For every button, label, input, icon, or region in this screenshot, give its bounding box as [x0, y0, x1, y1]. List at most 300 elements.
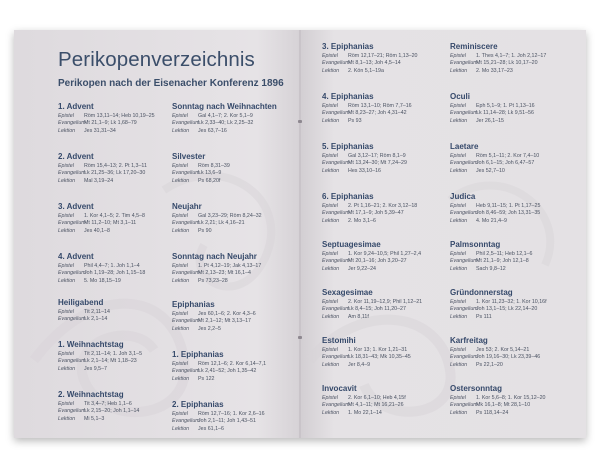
reading-reference: Jes 31,31–34: [84, 127, 116, 134]
reading-label: Lektion: [172, 375, 190, 382]
reading-row: [322, 168, 454, 175]
reading-reference: Mt 8,1–13; Joh 4,5–14: [348, 60, 401, 67]
reading-row: [172, 361, 300, 368]
pericope-entry: [450, 240, 582, 273]
reading-reference: Lk 21,25–36; Lk 17,20–30: [84, 170, 146, 177]
reading-reference: 1. Kor 11,23–32; 1. Kor 10,16f: [476, 299, 547, 305]
reading-label: Epistel: [450, 203, 466, 209]
reading-label: Evangelium: [322, 354, 350, 361]
reading-label: Epistel: [58, 113, 74, 119]
pericope-entry: [58, 298, 190, 324]
reading-row: [322, 68, 454, 75]
reading-label: Evangelium: [172, 270, 200, 277]
reading-reference: Lk 2,1–14: [84, 316, 108, 323]
reading-reference: Joh 1,19–28; Joh 1,15–18: [84, 270, 146, 277]
reading-reference: Tit 3,4–7; Heb 1,1–6: [84, 401, 132, 407]
pericope-entry: [322, 142, 454, 175]
reading-row: [322, 53, 454, 60]
reading-reference: Hes 33,10–16: [348, 167, 381, 174]
reading-reference: Jes 63,7–16: [198, 127, 227, 134]
staple-top: [298, 120, 302, 123]
booklet: [14, 30, 586, 438]
reading-row: [450, 168, 582, 175]
reading-reference: Jes 40,1–8: [84, 227, 110, 234]
pericope-entry: [172, 152, 300, 185]
reading-row: [322, 60, 454, 67]
reading-row: [450, 153, 582, 160]
reading-label: Lektion: [322, 117, 340, 124]
reading-row: [322, 251, 454, 258]
pericope-entry: [172, 102, 300, 135]
booklet-spine: [299, 30, 301, 438]
reading-label: Evangelium: [172, 418, 200, 425]
reading-row: [322, 347, 454, 354]
sunday-heading: 1. Epiphanias: [172, 350, 224, 359]
pericope-entry: [58, 152, 190, 185]
reading-row: [172, 418, 300, 425]
page-title: Perikopenverzeichnis: [58, 48, 255, 71]
reading-label: Lektion: [58, 277, 76, 284]
reading-reference: Röm 8,31–39: [198, 163, 230, 169]
reading-label: Evangelium: [322, 258, 350, 265]
sunday-heading: Silvester: [172, 152, 206, 161]
reading-row: [322, 306, 454, 313]
reading-label: Evangelium: [450, 354, 478, 361]
sunday-heading: 3. Advent: [58, 202, 94, 211]
reading-reference: 2. Mo 33,17–23: [476, 67, 513, 74]
reading-label: Lektion: [322, 67, 340, 74]
reading-reference: Joh 6,1–15; Joh 6,47–57: [476, 160, 535, 167]
reading-reference: Eph 5,1–9; 1. Pt 1,13–16: [476, 103, 535, 109]
reading-label: Evangelium: [322, 402, 350, 409]
reading-reference: Ps 73,23–28: [198, 277, 228, 284]
reading-reference: Lk 8,4–15; Joh 11,20–27: [348, 306, 406, 313]
reading-row: [172, 270, 300, 277]
sunday-heading: Gründonnerstag: [450, 288, 513, 297]
reading-label: Epistel: [172, 361, 188, 367]
reading-reference: Lk 2,1–14; Mt 1,18–23: [84, 358, 137, 365]
reading-reference: Jes 9,5–7: [84, 365, 107, 372]
reading-label: Evangelium: [450, 60, 478, 67]
reading-row: [450, 251, 582, 258]
reading-reference: Röm 13,11–14; Heb 10,19–25: [84, 113, 155, 119]
reading-row: [58, 228, 190, 235]
reading-reference: Jes 52,7–10: [476, 167, 505, 174]
reading-reference: Ps 68,20f: [198, 177, 221, 184]
reading-row: [172, 220, 300, 227]
reading-reference: Gal 3,23–29; Röm 8,24–32: [198, 213, 262, 219]
reading-label: Evangelium: [58, 408, 86, 415]
reading-reference: Jer 8,4–9: [348, 361, 371, 368]
reading-label: Evangelium: [58, 120, 86, 127]
reading-reference: Joh 19,16–30; Lk 23,39–46: [476, 354, 541, 361]
pericope-entry: [450, 336, 582, 369]
reading-reference: Lk 2,41–52; Joh 1,35–42: [198, 368, 257, 375]
reading-label: Epistel: [58, 213, 74, 219]
reading-row: [172, 368, 300, 375]
reading-reference: Joh 13,1–15; Lk 22,14–20: [476, 306, 538, 313]
reading-row: [58, 366, 190, 373]
reading-label: Lektion: [450, 313, 468, 320]
reading-row: [58, 351, 190, 358]
reading-reference: Ps 122: [198, 375, 215, 382]
pericope-entry: [322, 336, 454, 369]
reading-reference: 2. Pt 1,16–21; 2. Kor 3,12–18: [348, 203, 418, 209]
reading-label: Lektion: [58, 177, 76, 184]
sunday-heading: Sonntag nach Neujahr: [172, 252, 257, 261]
reading-row: [450, 395, 582, 402]
pericope-entry: [172, 300, 300, 333]
sunday-heading: 6. Epiphanias: [322, 192, 374, 201]
reading-row: [450, 306, 582, 313]
reading-row: [322, 258, 454, 265]
reading-row: [322, 210, 454, 217]
reading-row: [450, 218, 582, 225]
sunday-heading: 1. Advent: [58, 102, 94, 111]
reading-reference: 5. Mo 18,15–19: [84, 277, 121, 284]
sunday-heading: Septuagesimae: [322, 240, 381, 249]
sunday-heading: Laetare: [450, 142, 479, 151]
reading-row: [58, 220, 190, 227]
reading-row: [322, 118, 454, 125]
right-page: [300, 30, 586, 438]
reading-reference: 4. Mo 21,4–9: [476, 217, 507, 224]
reading-label: Epistel: [322, 103, 338, 109]
reading-reference: Röm 12,17–21; Röm 1,13–20: [348, 53, 418, 59]
reading-reference: Mt 4,1–11; Mt 16,21–26: [348, 402, 404, 409]
reading-reference: Joh 8,46–59; Joh 13,31–35: [476, 210, 541, 217]
reading-row: [450, 60, 582, 67]
pericope-entry: [58, 390, 190, 423]
reading-label: Lektion: [322, 361, 340, 368]
reading-reference: Am 8,11f: [348, 313, 369, 320]
reading-row: [172, 120, 300, 127]
reading-row: [450, 299, 582, 306]
reading-reference: Mal 3,19–24: [84, 177, 114, 184]
reading-row: [172, 113, 300, 120]
reading-row: [322, 410, 454, 417]
reading-reference: Jes 61,1–6: [198, 425, 224, 432]
reading-label: Evangelium: [450, 210, 478, 217]
reading-reference: Mt 2,1–12; Mt 3,13–17: [198, 318, 252, 325]
reading-row: [58, 113, 190, 120]
reading-row: [322, 354, 454, 361]
reading-label: Lektion: [172, 127, 190, 134]
reading-label: Epistel: [172, 311, 188, 317]
reading-row: [450, 258, 582, 265]
reading-label: Epistel: [450, 347, 466, 353]
page-subtitle: Perikopen nach der Eisenacher Konferenz 1896: [58, 78, 284, 89]
reading-label: Evangelium: [58, 358, 86, 365]
sunday-heading: Judica: [450, 192, 476, 201]
reading-reference: 1. Kor 13; 1. Kor 1,21–31: [348, 347, 408, 353]
reading-label: Epistel: [58, 309, 74, 315]
reading-reference: Lk 2,33–40; Lk 2,25–32: [198, 120, 254, 127]
reading-label: Epistel: [322, 153, 338, 159]
reading-row: [450, 266, 582, 273]
reading-label: Epistel: [450, 251, 466, 257]
reading-reference: 2. Kor 6,1–10; Heb 4,15f: [348, 395, 406, 401]
reading-row: [58, 408, 190, 415]
reading-row: [450, 160, 582, 167]
reading-label: Evangelium: [450, 258, 478, 265]
reading-reference: Mi 5,1–3: [84, 415, 105, 422]
left-page: [14, 30, 300, 438]
reading-label: Lektion: [58, 365, 76, 372]
reading-row: [58, 401, 190, 408]
reading-label: Lektion: [172, 227, 190, 234]
sunday-heading: Heiligabend: [58, 298, 104, 307]
reading-row: [172, 426, 300, 433]
reading-label: Lektion: [322, 313, 340, 320]
reading-label: Lektion: [58, 227, 76, 234]
reading-label: Epistel: [322, 251, 338, 257]
reading-label: Evangelium: [58, 270, 86, 277]
reading-reference: 2. Kor 11,19–12,9; Phil 1,12–21: [348, 299, 423, 305]
pericope-entry: [450, 142, 582, 175]
reading-label: Epistel: [450, 299, 466, 305]
reading-reference: Lk 13,6–9: [198, 170, 222, 177]
reading-row: [172, 178, 300, 185]
sunday-heading: Oculi: [450, 92, 471, 101]
reading-label: Evangelium: [172, 170, 200, 177]
reading-reference: 1. Pt 4,12–19; Jak 4,13–17: [198, 263, 262, 269]
pericope-entry: [172, 252, 300, 285]
reading-label: Epistel: [172, 213, 188, 219]
reading-row: [172, 213, 300, 220]
reading-row: [58, 278, 190, 285]
reading-label: Epistel: [172, 411, 188, 417]
pericope-entry: [322, 288, 454, 321]
reading-row: [450, 118, 582, 125]
pericope-entry: [450, 92, 582, 125]
reading-reference: Tit 2,11–14: [84, 309, 110, 315]
reading-reference: Mt 20,1–16; Joh 3,20–27: [348, 258, 407, 265]
reading-row: [322, 266, 454, 273]
pericope-entry: [322, 192, 454, 225]
reading-row: [172, 170, 300, 177]
pericope-entry: [172, 350, 300, 383]
reading-row: [450, 354, 582, 361]
reading-label: Epistel: [58, 351, 74, 357]
reading-row: [322, 314, 454, 321]
reading-row: [58, 316, 190, 323]
reading-reference: 1. Kor 4,1–5; 2. Tim 4,5–8: [84, 213, 145, 219]
reading-row: [58, 178, 190, 185]
pericope-entry: [450, 288, 582, 321]
reading-label: Epistel: [322, 53, 338, 59]
pericope-entry: [58, 340, 190, 373]
reading-label: Lektion: [322, 217, 340, 224]
reading-label: Lektion: [450, 117, 468, 124]
reading-row: [172, 376, 300, 383]
reading-reference: Ps 118,14–24: [476, 409, 509, 416]
reading-row: [172, 128, 300, 135]
sunday-heading: Epiphanias: [172, 300, 215, 309]
reading-label: Lektion: [450, 67, 468, 74]
reading-reference: Jes 2,2–5: [198, 325, 221, 332]
reading-reference: 2. Mo 3,1–6: [348, 217, 376, 224]
reading-label: Lektion: [58, 127, 76, 134]
reading-row: [450, 210, 582, 217]
reading-row: [450, 103, 582, 110]
reading-row: [322, 103, 454, 110]
pericope-entry: [172, 202, 300, 235]
reading-label: Lektion: [450, 167, 468, 174]
reading-reference: Phil 2,5–11; Heb 12,1–6: [476, 251, 533, 257]
pericope-entry: [322, 92, 454, 125]
reading-reference: 1. Mo 22,1–14: [348, 409, 382, 416]
reading-row: [172, 318, 300, 325]
pericope-entry: [172, 400, 300, 433]
reading-row: [322, 203, 454, 210]
reading-row: [172, 411, 300, 418]
reading-label: Lektion: [322, 409, 340, 416]
reading-row: [172, 326, 300, 333]
reading-label: Evangelium: [450, 160, 478, 167]
reading-label: Lektion: [450, 265, 468, 272]
reading-reference: Lk 2,21; Lk 4,16–21: [198, 220, 245, 227]
reading-reference: Jes 60,1–6; 2. Kor 4,3–6: [198, 311, 256, 317]
reading-label: Evangelium: [450, 110, 478, 117]
reading-label: Epistel: [322, 395, 338, 401]
reading-row: [322, 110, 454, 117]
reading-row: [450, 203, 582, 210]
reading-reference: Röm 13,1–10; Röm 7,7–16: [348, 103, 412, 109]
reading-row: [58, 213, 190, 220]
reading-reference: Röm 5,1–11; 2. Kor 7,4–10: [476, 153, 540, 159]
reading-label: Epistel: [172, 113, 188, 119]
reading-reference: Lk 18,31–43; Mk 10,35–45: [348, 354, 411, 361]
reading-label: Lektion: [450, 361, 468, 368]
reading-label: Lektion: [450, 409, 468, 416]
reading-label: Evangelium: [58, 316, 86, 323]
reading-reference: Mt 17,1–9; Joh 5,39–47: [348, 210, 404, 217]
reading-row: [322, 299, 454, 306]
reading-label: Evangelium: [172, 220, 200, 227]
reading-label: Epistel: [322, 347, 338, 353]
reading-label: Evangelium: [172, 318, 200, 325]
reading-label: Evangelium: [322, 306, 350, 313]
reading-reference: Joh 2,1–11; Joh 1,43–51: [198, 418, 256, 425]
reading-reference: Mt 11,2–10; Mt 3,1–11: [84, 220, 137, 227]
reading-row: [322, 153, 454, 160]
reading-row: [322, 362, 454, 369]
sunday-heading: Sonntag nach Weihnachten: [172, 102, 277, 111]
pericope-entry: [58, 202, 190, 235]
reading-row: [450, 347, 582, 354]
pericope-entry: [322, 240, 454, 273]
reading-reference: Gal 4,1–7; 2. Kor 5,1–9: [198, 113, 253, 119]
reading-reference: Lk 2,15–20; Joh 1,1–14: [84, 408, 140, 415]
reading-label: Epistel: [58, 163, 74, 169]
sunday-heading: Neujahr: [172, 202, 202, 211]
sunday-heading: Invocavit: [322, 384, 357, 393]
sunday-heading: Karfreitag: [450, 336, 488, 345]
reading-row: [450, 110, 582, 117]
reading-label: Epistel: [322, 203, 338, 209]
reading-reference: Tit 2,11–14; 1. Joh 3,1–5: [84, 351, 143, 357]
reading-row: [58, 263, 190, 270]
reading-label: Evangelium: [322, 60, 350, 67]
reading-label: Epistel: [450, 395, 466, 401]
reading-reference: Mk 16,1–8; Mt 28,1–10: [476, 402, 531, 409]
reading-label: Lektion: [322, 167, 340, 174]
reading-label: Epistel: [172, 263, 188, 269]
reading-label: Evangelium: [58, 220, 86, 227]
reading-row: [58, 163, 190, 170]
reading-row: [172, 263, 300, 270]
reading-reference: 1. Kor 5,6–8; 1. Kor 15,12–20: [476, 395, 546, 401]
sunday-heading: Estomihi: [322, 336, 356, 345]
reading-label: Evangelium: [450, 402, 478, 409]
reading-row: [58, 270, 190, 277]
reading-reference: Mt 2,13–23; Mt 16,1–4: [198, 270, 252, 277]
reading-reference: Heb 9,11–15; 1. Pt 1,17–25: [476, 203, 541, 209]
sunday-heading: Palmsonntag: [450, 240, 501, 249]
pericope-entry: [450, 42, 582, 75]
reading-reference: Ps 111: [476, 313, 492, 320]
reading-row: [322, 218, 454, 225]
reading-row: [450, 402, 582, 409]
sunday-heading: Ostersonntag: [450, 384, 503, 393]
reading-row: [58, 309, 190, 316]
reading-label: Evangelium: [322, 210, 350, 217]
pericope-entry: [450, 192, 582, 225]
reading-label: Lektion: [322, 265, 340, 272]
reading-label: Epistel: [58, 263, 74, 269]
reading-label: Evangelium: [172, 120, 200, 127]
reading-row: [450, 53, 582, 60]
reading-reference: Mt 21,1–9; Lk 1,68–79: [84, 120, 137, 127]
reading-row: [322, 402, 454, 409]
sunday-heading: 4. Epiphanias: [322, 92, 374, 101]
reading-reference: 2. Kön 5,1–19a: [348, 67, 384, 74]
reading-label: Lektion: [450, 217, 468, 224]
sunday-heading: 4. Advent: [58, 252, 94, 261]
reading-row: [450, 362, 582, 369]
reading-label: Epistel: [450, 53, 466, 59]
reading-label: Epistel: [172, 163, 188, 169]
reading-reference: Ps 90: [198, 227, 212, 234]
pericope-entry: [322, 42, 454, 75]
reading-label: Epistel: [450, 153, 466, 159]
reading-label: Epistel: [322, 299, 338, 305]
sunday-heading: 3. Epiphanias: [322, 42, 374, 51]
reading-reference: 1. Kor 9,24–10,5; Phil 1,27–2,4: [348, 251, 422, 257]
staple-bottom: [298, 336, 302, 339]
reading-label: Evangelium: [322, 110, 350, 117]
reading-row: [172, 311, 300, 318]
reading-row: [322, 395, 454, 402]
sunday-heading: 2. Advent: [58, 152, 94, 161]
reading-reference: Ps 22,1–20: [476, 361, 503, 368]
reading-row: [172, 278, 300, 285]
reading-label: Epistel: [450, 103, 466, 109]
reading-row: [450, 314, 582, 321]
pericope-entry: [58, 252, 190, 285]
reading-reference: Jer 9,22–24: [348, 265, 376, 272]
reading-label: Lektion: [172, 325, 190, 332]
reading-row: [322, 160, 454, 167]
sunday-heading: 2. Epiphanias: [172, 400, 224, 409]
pericope-entry: [58, 102, 190, 135]
reading-reference: Röm 15,4–13; 2. Pt 1,3–11: [84, 163, 147, 169]
sunday-heading: 2. Weihnachtstag: [58, 390, 124, 399]
reading-reference: Jer 26,1–15: [476, 117, 504, 124]
reading-reference: Mt 15,21–28; Lk 10,17–20: [476, 60, 538, 67]
reading-row: [58, 416, 190, 423]
